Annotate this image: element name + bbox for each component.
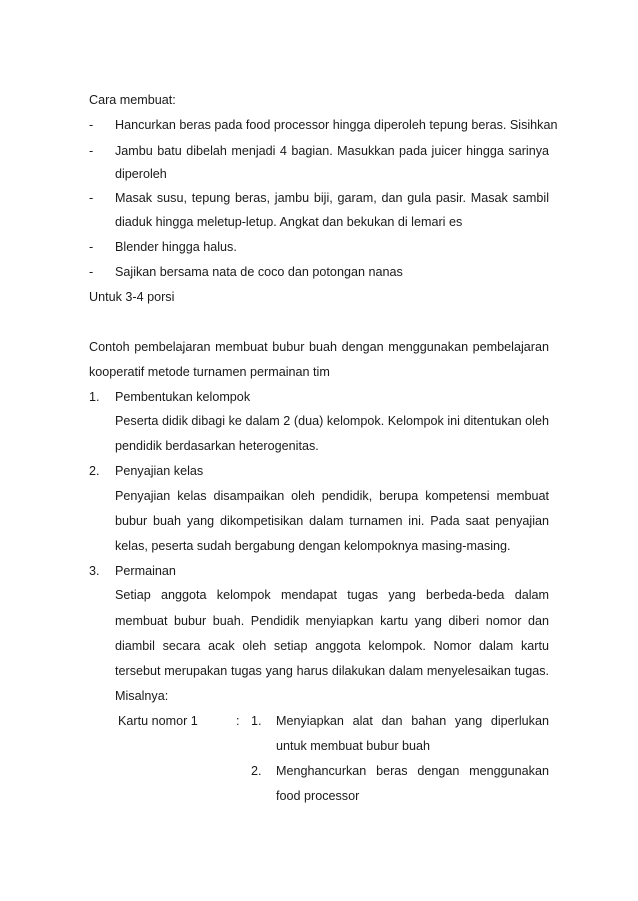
list-item-text: Peserta didik dibagi ke dalam 2 (dua) kelompok. Kelompok ini ditentukan oleh [115,414,549,428]
list-number: 1. [89,390,100,404]
recipe-step-line: Blender hingga halus. [115,240,237,254]
list-item-text: Setiap anggota kelompok mendapat tugas yang berbeda-beda dalam [115,588,549,602]
recipe-heading: Cara membuat: [89,93,176,107]
list-item-text: membuat bubur buah. Pendidik menyiapkan kartu yang diberi nomor dan [115,614,549,628]
list-item-title: Penyajian kelas [115,464,204,478]
list-item-title: Permainan [115,564,176,578]
bullet-marker: - [89,191,94,205]
card-task-text: food processor [276,789,360,803]
card-colon: : [236,714,240,728]
example-intro-line: kooperatif metode turnamen permainan tim [89,365,330,379]
card-task-number: 1. [251,714,262,728]
recipe-step-line: diaduk hingga meletup-letup. Angkat dan bekukan di lemari es [115,215,463,229]
list-item-text: Penyajian kelas disampaikan oleh pendidik, berupa kompetensi membuat [115,489,549,503]
card-task-text: Menyiapkan alat dan bahan yang diperlukan [276,714,549,728]
bullet-marker: - [89,144,94,158]
list-item-text: Misalnya: [115,689,169,703]
bullet-marker: - [89,118,94,132]
list-number: 3. [89,564,100,578]
list-item-text: diambil secara acak oleh setiap anggota kelompok. Nomor dalam kartu [115,639,549,653]
portion-note: Untuk 3-4 porsi [89,290,175,304]
bullet-marker: - [89,265,94,279]
recipe-step-line: Jambu batu dibelah menjadi 4 bagian. Masukkan pada juicer hingga sarinya [115,144,549,158]
card-task-text: untuk membuat bubur buah [276,739,431,753]
bullet-marker: - [89,240,94,254]
list-item-text: tersebut merupakan tugas yang harus dilakukan dalam menyelesaikan tugas. [115,664,549,678]
list-item-text: pendidik berdasarkan heterogenitas. [115,439,319,453]
example-intro-line: Contoh pembelajaran membuat bubur buah dengan menggunakan pembelajaran [89,340,549,354]
list-number: 2. [89,464,100,478]
card-task-text: Menghancurkan beras dengan menggunakan [276,764,549,778]
list-item-text: kelas, peserta sudah bergabung dengan kelompoknya masing-masing. [115,539,511,553]
list-item-title: Pembentukan kelompok [115,390,251,404]
recipe-step-line: Sajikan bersama nata de coco dan potongan nanas [115,265,403,279]
card-task-number: 2. [251,764,262,778]
recipe-step-line: Masak susu, tepung beras, jambu biji, garam, dan gula pasir. Masak sambil [115,191,549,205]
recipe-step-line: Hancurkan beras pada food processor hingga diperoleh tepung beras. Sisihkan [115,118,558,132]
list-item-text: bubur buah yang dikompetisikan dalam turnamen ini. Pada saat penyajian [115,514,549,528]
card-label: Kartu nomor 1 [118,714,198,728]
recipe-step-line: diperoleh [115,167,167,181]
